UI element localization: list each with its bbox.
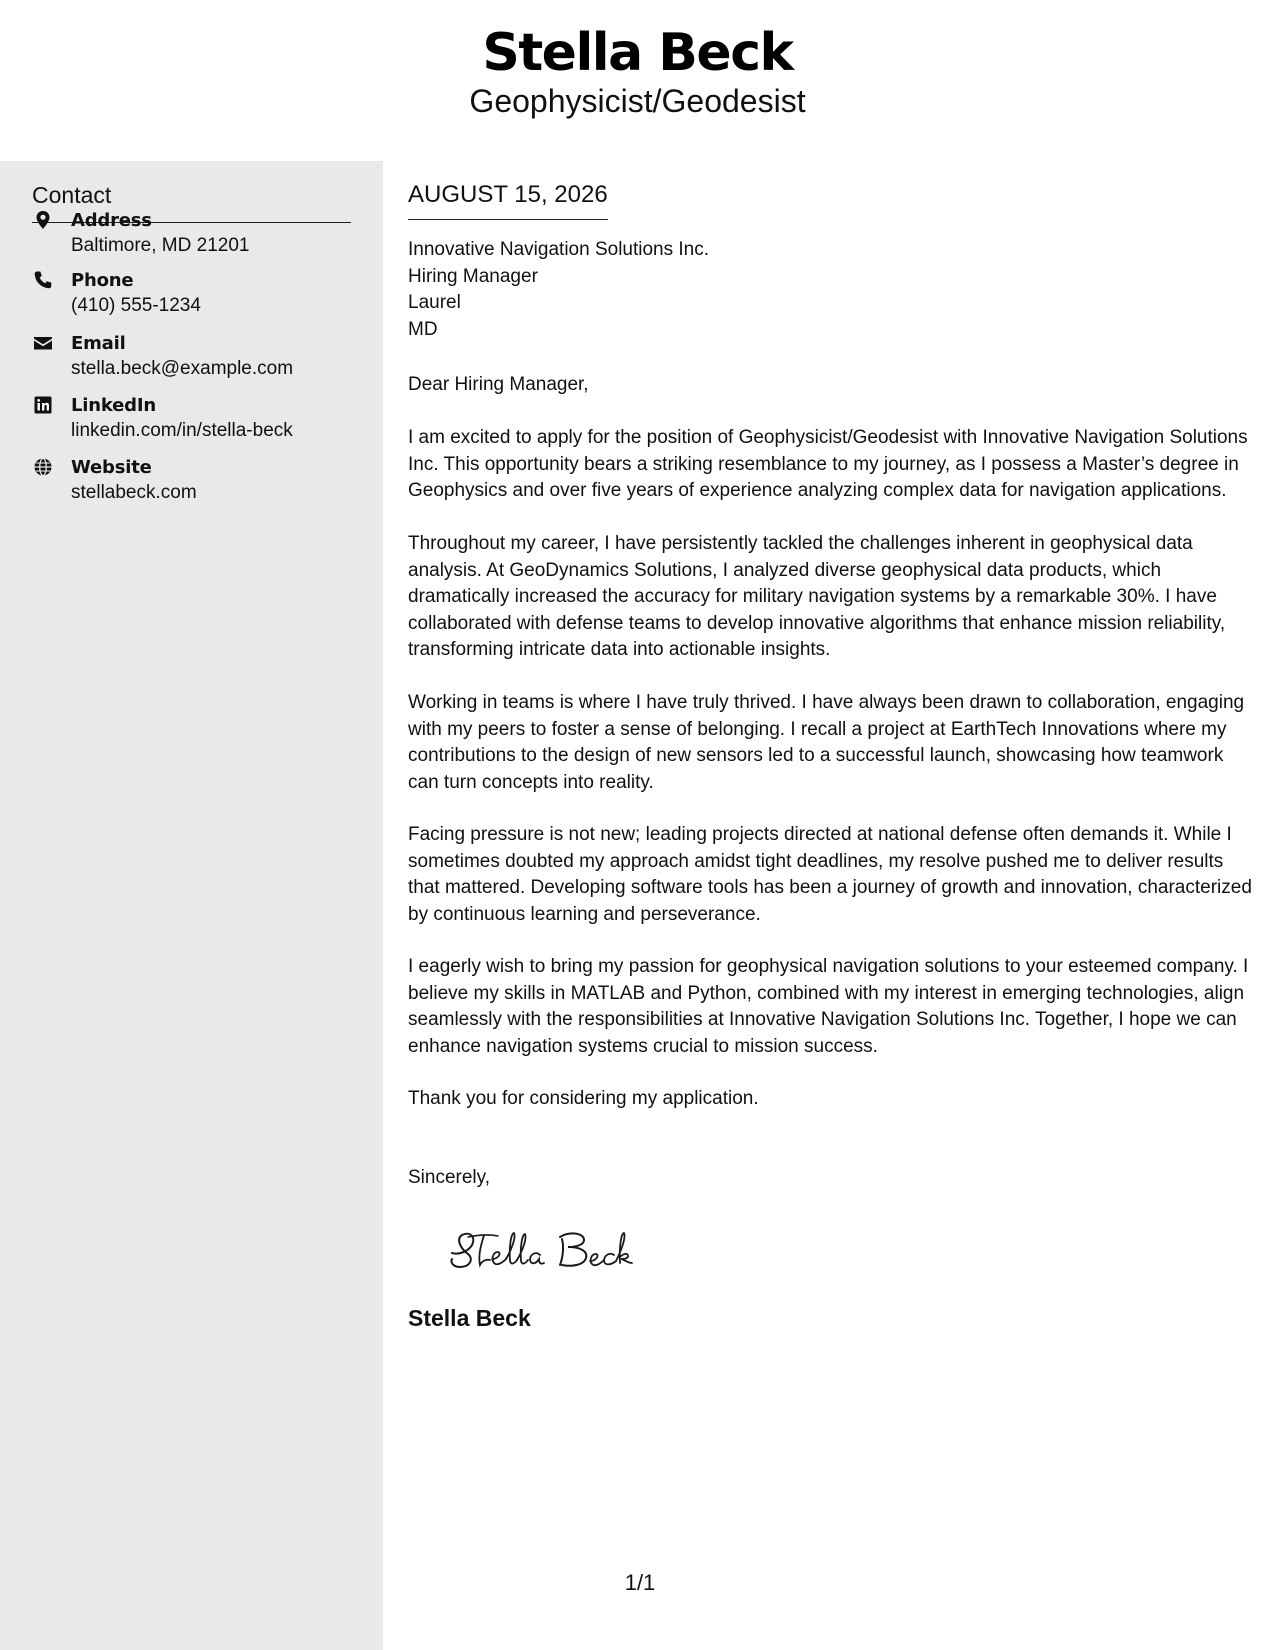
applicant-name: Stella Beck [482, 23, 793, 83]
recipient-block [408, 237, 709, 343]
paragraph-3: Working in teams is where I have truly thrived. I have always been drawn to collaboration, engaging with my peers to foster a sense of belonging. I recall a project at EarthTech Innovations where my contributions to the design of new sensors led to a successful launch, showcasing how teamwork can turn concepts into reality. [408, 692, 1245, 793]
recipient-company: Innovative Navigation Solutions Inc. [408, 239, 710, 260]
contact-label-linkedin: LinkedIn [71, 395, 156, 416]
contact-item-website [32, 456, 362, 512]
contact-heading: Contact [32, 177, 351, 223]
recipient-contact: Hiring Manager [408, 265, 538, 287]
handwritten-signature [448, 1215, 668, 1275]
contact-value-linkedin[interactable]: linkedin.com/in/stella-beck [71, 420, 293, 441]
contact-value-phone: (410) 555-1234 [71, 295, 201, 316]
applicant-title: Geophysicist/Geodesist [469, 83, 806, 119]
contact-label-address: Address [71, 210, 152, 231]
map-pin-icon [32, 209, 54, 231]
signed-name: Stella Beck [408, 1305, 531, 1331]
linkedin-icon [32, 394, 54, 416]
contact-item-address [32, 209, 362, 265]
contact-item-linkedin [32, 394, 362, 450]
letter-date: AUGUST 15, 2026 [408, 177, 608, 220]
closing: Sincerely, [408, 1167, 491, 1188]
resume-header [0, 0, 1275, 161]
globe-icon [32, 456, 54, 478]
page-number: 1/1 [624, 1570, 656, 1595]
contact-label-website: Website [71, 457, 152, 478]
recipient-city: Laurel [408, 292, 461, 313]
contact-item-phone [32, 269, 362, 325]
phone-icon [32, 269, 54, 291]
contact-label-phone: Phone [71, 270, 134, 291]
contact-value-address: Baltimore, MD 21201 [71, 235, 250, 256]
recipient-state: MD [408, 318, 438, 340]
paragraph-1: I am excited to apply for the position of Geophysicist/Geodesist with Innovative Navigation Solutions Inc. This opportunity bears a striking resemblance to my journey, as I possess a Master’s degree in Geophysics and over five years of experience analyzing complex data for navigation applications. [408, 427, 1248, 501]
salutation: Dear Hiring Manager, [408, 374, 589, 395]
paragraph-5: I eagerly wish to bring my passion for geophysical navigation solutions to your esteemed company. I believe my skills in MATLAB and Python, combined with my interest in emerging technologies, align seamlessly with the responsibilities at Innovative Navigation Solutions Inc. Together, I hope we can enhance navigation systems crucial to mission success. [408, 956, 1249, 1057]
paragraph-4: Facing pressure is not new; leading projects directed at national defense often demands it. While I sometimes doubted my approach amidst tight deadlines, my resolve pushed me to deliver results that mattered. Developing software tools has been a journey of growth and innovation, characterized by continuous learning and perseverance. [408, 824, 1252, 925]
thank-you-line: Thank you for considering my application. [408, 1088, 759, 1109]
contact-item-email [32, 332, 362, 388]
contact-value-email[interactable]: stella.beck@example.com [71, 358, 294, 379]
paragraph-2: Throughout my career, I have persistently tackled the challenges inherent in geophysical data analysis. At GeoDynamics Solutions, I analyzed diverse geophysical data products, which dramatically increased the accuracy for military navigation systems by a remarkable 30%. I have collaborated with defense teams to develop innovative algorithms that enhance mission reliability, transforming intricate data into actionable insights. [408, 533, 1226, 660]
contact-label-email: Email [71, 333, 126, 354]
contact-sidebar [0, 161, 383, 1650]
contact-value-website[interactable]: stellabeck.com [71, 482, 197, 503]
letter-body [408, 161, 1253, 1650]
envelope-icon [32, 332, 54, 354]
